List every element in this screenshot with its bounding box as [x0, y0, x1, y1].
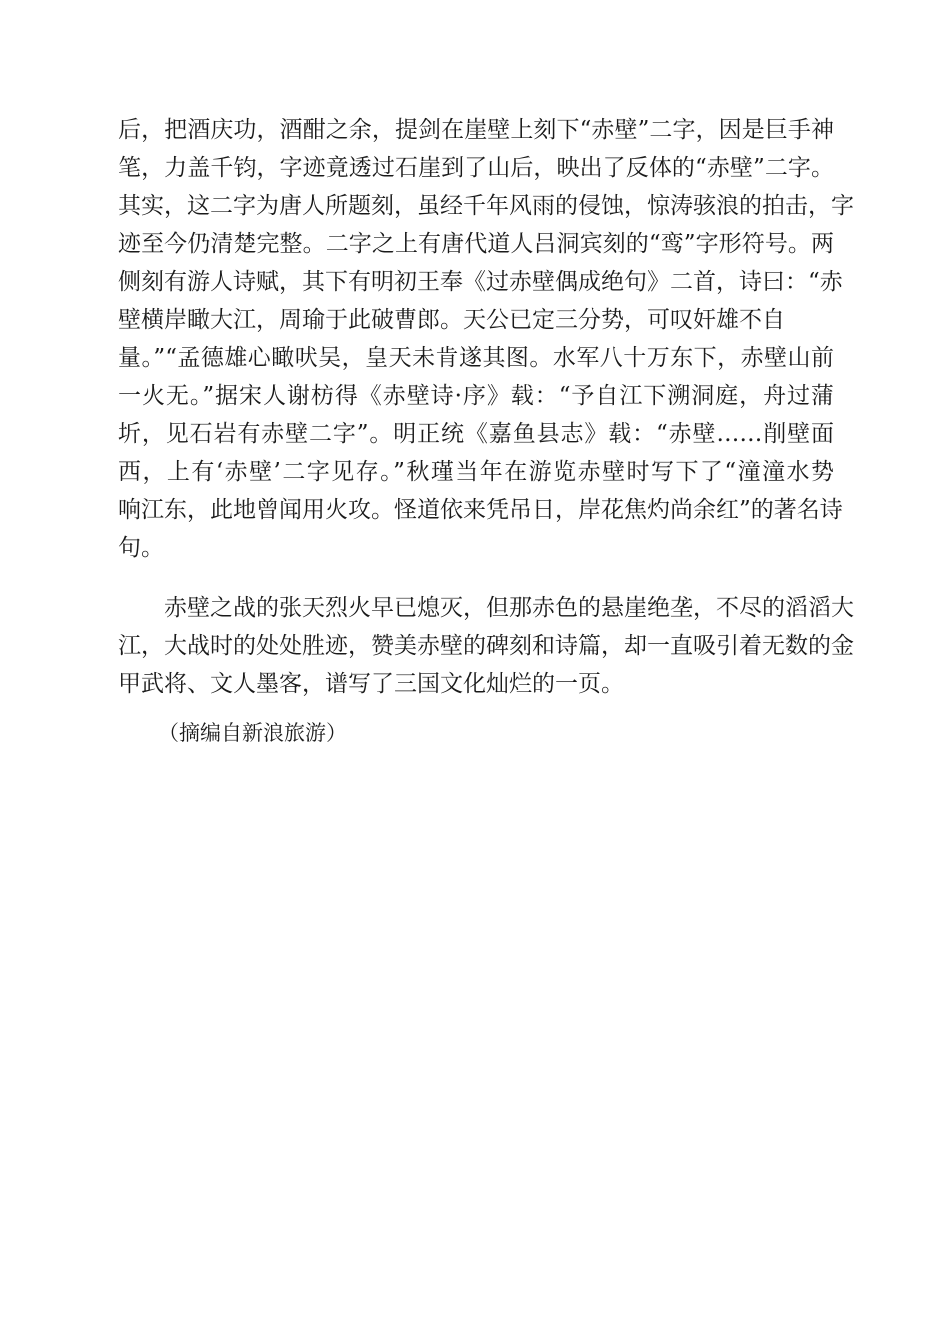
paragraph-line: 壁横岸瞰大江，周瑜于此破曹郎。天公已定三分势，可叹奸雄不自: [118, 307, 785, 333]
paragraph-line: 西，上有‘赤壁’二字见存。”秋瑾当年在游览赤壁时写下了“潼潼水势: [118, 459, 834, 485]
paragraph-line: 笔，力盖千钧，字迹竟透过石崖到了山后，映出了反体的“赤壁”二字。: [118, 155, 834, 181]
paragraph-line: 量。”“孟德雄心瞰吠吴，皇天未肯遂其图。水军八十万东下，赤壁山前: [118, 345, 834, 371]
paragraph-chibi-inscription: [118, 111, 854, 567]
paragraph-line: 赤壁之战的张天烈火早已熄灭，但那赤色的悬崖绝垄，不尽的滔滔大: [164, 595, 854, 621]
source-note: （摘编自新浪旅游）: [158, 721, 347, 745]
paragraph-line: 迹至今仍清楚完整。二字之上有唐代道人吕洞宾刻的“鸾”字形符号。两: [118, 231, 834, 257]
paragraph-conclusion: [118, 589, 854, 703]
paragraph-line: 一火无。”据宋人谢枋得《赤壁诗·序》载：“予自江下溯洞庭，舟过蒲: [118, 383, 834, 409]
paragraph-line: 后，把酒庆功，酒酣之余，提剑在崖壁上刻下“赤壁”二字，因是巨手神: [118, 117, 834, 143]
paragraph-line: 甲武将、文人墨客，谱写了三国文化灿烂的一页。: [118, 671, 624, 697]
source-attribution: [118, 716, 834, 750]
paragraph-line: 侧刻有游人诗赋，其下有明初王奉《过赤壁偶成绝句》二首，诗曰：“赤: [118, 269, 843, 295]
paragraph-line: 其实，这二字为唐人所题刻，虽经千年风雨的侵蚀，惊涛骇浪的拍击，字: [118, 193, 854, 219]
paragraph-line: 句。: [118, 535, 164, 561]
paragraph-line: 江，大战时的处处胜迹，赞美赤壁的碑刻和诗篇，却一直吸引着无数的金: [118, 633, 854, 659]
paragraph-line: 响江东，此地曾闻用火攻。怪道依来凭吊日，岸花焦灼尚余红”的著名诗: [118, 497, 843, 523]
paragraph-line: 圻，见石岩有赤壁二字”。明正统《嘉鱼县志》载：“赤壁……削壁面: [118, 421, 834, 447]
